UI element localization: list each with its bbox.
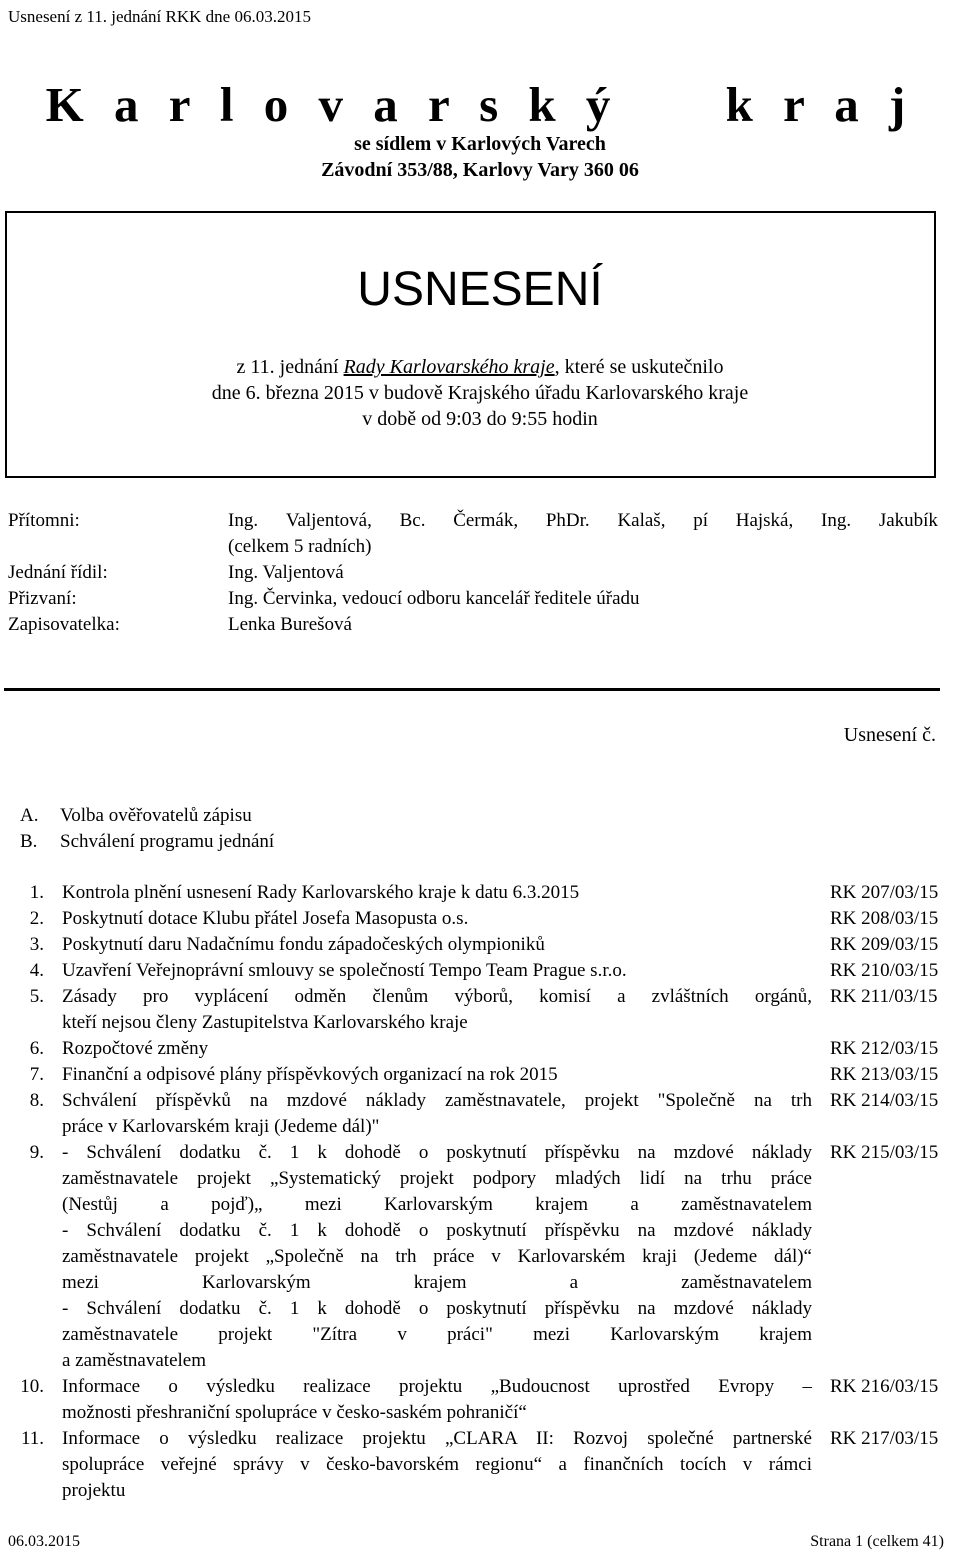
agenda-item-number: 3. — [29, 934, 44, 955]
preliminary-letter: A. — [20, 805, 39, 826]
present-word: Jakubík — [878, 510, 938, 531]
agenda-item-line: projektu — [62, 1480, 126, 1501]
preliminary-text: Volba ověřovatelů zápisu — [60, 805, 252, 826]
agenda-item-line: Schválení příspěvků na mzdové náklady zaměstnavatele, projekt "Společně na trh — [62, 1090, 812, 1111]
agenda-item-number: 5. — [29, 986, 44, 1007]
agenda-item-line: Informace o výsledku realizace projektu „CLARA II: Rozvoj společné partnerské — [62, 1428, 812, 1449]
agenda-item-text — [62, 880, 812, 906]
agenda-item-line: Rozpočtové změny — [62, 1038, 209, 1059]
present-names — [228, 509, 938, 533]
agenda-item-number: 6. — [29, 1038, 44, 1059]
preliminary-item — [20, 803, 252, 829]
agenda-item-text — [62, 1140, 812, 1374]
intro-prefix: z 11. jednání — [236, 356, 344, 378]
resolution-number: RK 211/03/15 — [830, 986, 938, 1007]
footer-date: 06.03.2015 — [8, 1533, 80, 1550]
preliminary-text: Schválení programu jednání — [60, 831, 275, 852]
title-frame — [5, 211, 936, 478]
intro-line-1 — [0, 354, 960, 380]
intro-line-2: dne 6. března 2015 v budově Krajského úřadu Karlovarského kraje — [211, 382, 749, 404]
agenda-item-line: Poskytnutí daru Nadačnímu fondu západočeských olympioniků — [62, 934, 545, 955]
council-link[interactable]: Rady Karlovarského kraje — [343, 356, 555, 378]
agenda-item-line: kteří nejsou členy Zastupitelstva Karlovarského kraje — [62, 1012, 468, 1033]
recorder-value: Lenka Burešová — [228, 614, 352, 635]
agenda-item-line: Informace o výsledku realizace projektu „Budoucnost uprostřed Evropy – — [62, 1376, 812, 1397]
present-word: Valjentová, — [285, 510, 372, 531]
region-title: K a r l o v a r s k ý k r a j — [45, 77, 915, 132]
running-header: Usnesení z 11. jednání RKK dne 06.03.2015 — [8, 7, 311, 26]
chair-value: Ing. Valjentová — [228, 562, 344, 583]
agenda-item-line: - Schválení dodatku č. 1 k dohodě o poskytnutí příspěvku na mzdové náklady — [62, 1142, 812, 1163]
agenda-item-line: mezi Karlovarským krajem a zaměstnavatelem — [62, 1272, 812, 1293]
recorder-label: Zapisovatelka: — [8, 614, 120, 635]
agenda-item-number: 11. — [20, 1428, 44, 1449]
seat-line: se sídlem v Karlových Varech — [354, 133, 606, 155]
present-total: (celkem 5 radních) — [228, 536, 372, 557]
present-word: Ing. — [821, 510, 852, 531]
agenda-item-text — [62, 1036, 812, 1062]
preliminary-item — [20, 829, 274, 855]
agenda-item-line: Poskytnutí dotace Klubu přátel Josefa Masopusta o.s. — [62, 908, 469, 929]
agenda-item-line: - Schválení dodatku č. 1 k dohodě o poskytnutí příspěvku na mzdové náklady — [62, 1298, 812, 1319]
intro-suffix: , které se uskutečnilo — [554, 356, 724, 378]
agenda-item-number: 2. — [29, 908, 44, 929]
agenda-item-number: 4. — [29, 960, 44, 981]
present-label: Přítomni: — [8, 510, 80, 531]
preliminary-letter: B. — [20, 831, 38, 852]
present-word: Hajská, — [735, 510, 794, 531]
resolution-number: RK 208/03/15 — [830, 908, 939, 929]
agenda-item-line: Finanční a odpisové plány příspěvkových organizací na rok 2015 — [62, 1064, 558, 1085]
resolution-number: RK 217/03/15 — [830, 1428, 939, 1449]
agenda-item-number: 9. — [29, 1142, 44, 1163]
resolution-number: RK 216/03/15 — [830, 1376, 939, 1397]
resolution-number: RK 207/03/15 — [830, 882, 939, 903]
agenda-item-text — [62, 1062, 812, 1088]
agenda-item-number: 1. — [29, 882, 44, 903]
agenda-item-line: spolupráce veřejné správy v česko-bavorském regionu“ a finančních tocích v rámci — [62, 1454, 812, 1475]
agenda-item-text — [62, 932, 812, 958]
agenda-item-line: Kontrola plnění usnesení Rady Karlovarského kraje k datu 6.3.2015 — [62, 882, 580, 903]
section-divider — [4, 688, 940, 691]
document-type: USNESENÍ — [357, 263, 603, 316]
resolution-number: RK 210/03/15 — [830, 960, 939, 981]
agenda-item-text — [62, 984, 812, 1036]
present-word: Bc. — [399, 510, 426, 531]
address-line: Závodní 353/88, Karlovy Vary 360 06 — [321, 159, 639, 181]
invited-label: Přizvaní: — [8, 588, 77, 609]
footer-page: Strana 1 (celkem 41) — [810, 1533, 944, 1550]
intro-line-3: v době od 9:03 do 9:55 hodin — [362, 408, 598, 430]
agenda-item-number: 10. — [20, 1376, 44, 1397]
present-word: Ing. — [228, 510, 259, 531]
present-word: PhDr. — [545, 510, 590, 531]
resolution-column-title: Usnesení č. — [843, 724, 936, 746]
resolution-number: RK 212/03/15 — [830, 1038, 939, 1059]
agenda-item-line: Uzavření Veřejnoprávní smlouvy se společností Tempo Team Prague s.r.o. — [62, 960, 627, 981]
agenda-item-number: 8. — [29, 1090, 44, 1111]
agenda-item-line: zaměstnavatele projekt "Zítra v práci" mezi Karlovarským krajem — [62, 1324, 812, 1345]
agenda-item-number: 7. — [29, 1064, 44, 1085]
agenda-item-line: možnosti přeshraniční spolupráce v česko-saském pohraničí“ — [62, 1402, 527, 1423]
agenda-item-text — [62, 1374, 812, 1426]
chair-label: Jednání řídil: — [8, 562, 108, 583]
agenda-item-line: a zaměstnavatelem — [62, 1350, 207, 1371]
present-word: Čermák, — [453, 510, 519, 531]
agenda-item-line: - Schválení dodatku č. 1 k dohodě o poskytnutí příspěvku na mzdové náklady — [62, 1220, 812, 1241]
resolution-number: RK 215/03/15 — [830, 1142, 939, 1163]
resolution-number: RK 214/03/15 — [830, 1090, 939, 1111]
invited-value: Ing. Červinka, vedoucí odboru kancelář ředitele úřadu — [228, 588, 640, 609]
agenda-item-text — [62, 1426, 812, 1504]
present-word: Kalaš, — [617, 510, 666, 531]
agenda-item-line: Zásady pro vyplácení odměn členům výborů, komisí a zvláštních orgánů, — [62, 986, 812, 1007]
agenda-item-text — [62, 1088, 812, 1140]
agenda-item-line: práce v Karlovarském kraji (Jedeme dál)" — [62, 1116, 380, 1137]
resolution-number: RK 213/03/15 — [830, 1064, 939, 1085]
agenda-item-text — [62, 958, 812, 984]
agenda-item-line: zaměstnavatele projekt „Systematický projekt podpory mladých lidí na trhu práce — [62, 1168, 812, 1189]
present-word: pí — [693, 510, 708, 531]
agenda-item-text — [62, 906, 812, 932]
agenda-item-line: zaměstnavatele projekt „Společně na trh práce v Karlovarském kraji (Jedeme dál)“ — [62, 1246, 812, 1267]
agenda-item-line: (Nestůj a pojď)„ mezi Karlovarským krajem a zaměstnavatelem — [62, 1194, 812, 1215]
resolution-number: RK 209/03/15 — [830, 934, 939, 955]
